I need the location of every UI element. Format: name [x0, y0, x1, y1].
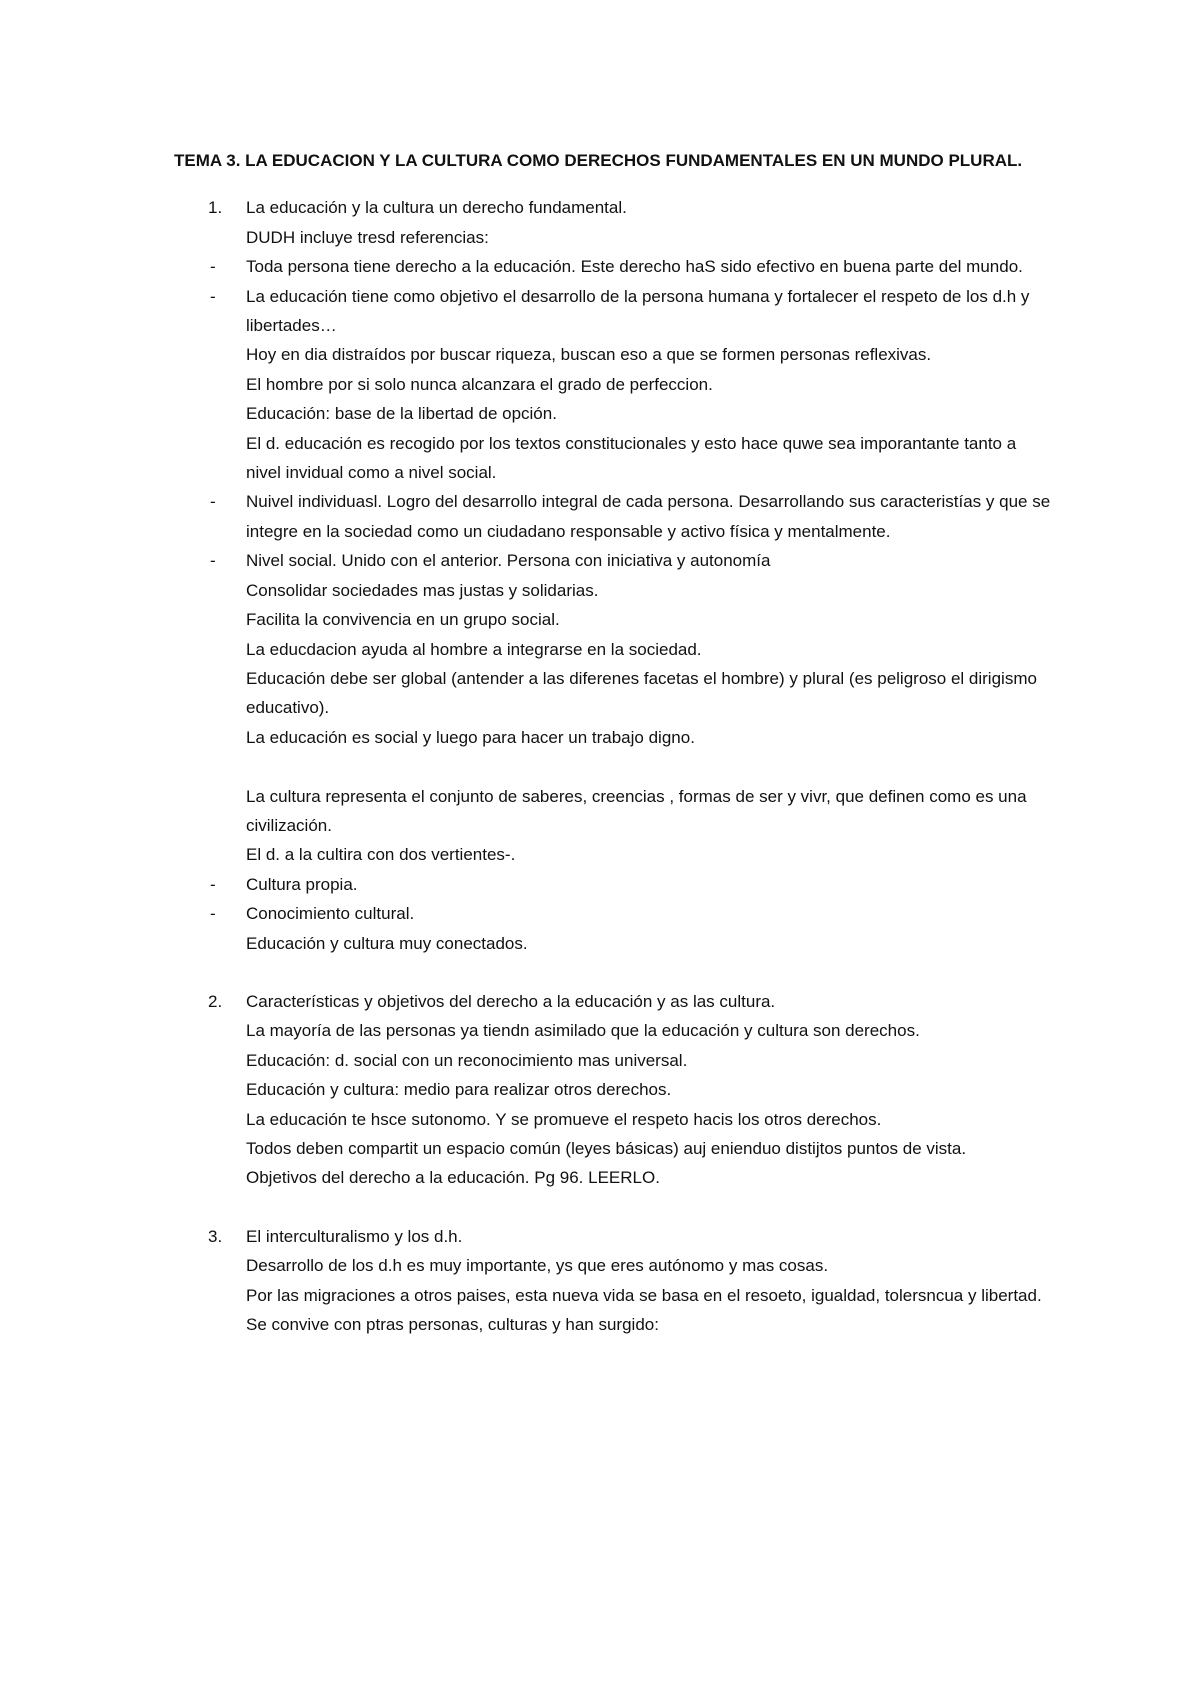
section-heading: Características y objetivos del derecho a la educación y as las cultura. — [246, 991, 776, 1011]
section-number: 2. — [208, 991, 223, 1011]
bullet-continuation: Facilita la convivencia en un grupo social. — [246, 610, 560, 630]
paragraph: La mayoría de las personas ya tiendn asimilado que la educación y cultura son derechos. — [246, 1021, 920, 1041]
bullet-dash: - — [210, 257, 216, 277]
blank-line — [246, 752, 1054, 781]
bullet-item — [210, 899, 1054, 958]
bullet-continuation: La educdacion ayuda al hombre a integrarse en la sociedad. — [246, 639, 702, 659]
paragraph: Desarrollo de los d.h es muy importante, ys que eres autónomo y mas cosas. — [246, 1256, 829, 1276]
bullet-text: Conocimiento cultural. — [246, 904, 415, 924]
bullet-item — [210, 870, 1054, 899]
bullet-continuation: El d. educación es recogido por los textos constitucionales y esto hace quwe sea imporantante tanto a nivel invidual como a nivel social. — [246, 433, 1017, 483]
bullet-dash: - — [210, 551, 216, 571]
section-number: 3. — [208, 1226, 223, 1246]
bullet-text: Cultura propia. — [246, 874, 358, 894]
paragraph: Por las migraciones a otros paises, esta nueva vida se basa en el resoeto, igualdad, tolersncua y libertad. Se convive con ptras personas, culturas y han surgido: — [246, 1285, 1042, 1335]
bullet-text: La educación tiene como objetivo el desarrollo de la persona humana y fortalecer el respeto de los d.h y libertades… — [246, 286, 1030, 336]
bullet-text: Nuivel individuasl. Logro del desarrollo integral de cada persona. Desarrollando sus caracteristías y que se integre en la sociedad como un ciudadano responsable y activo física y mentalmente. — [246, 492, 1051, 541]
paragraph: La cultura representa el conjunto de saberes, creencias , formas de ser y vivr, que definen como es una civilización. — [246, 786, 1027, 835]
paragraph: La educación te hsce sutonomo. Y se promueve el respeto hacis los otros derechos. — [246, 1109, 882, 1129]
bullet-continuation: Educación debe ser global (antender a las diferenes facetas el hombre) y plural (es peligroso el dirigismo educativo). — [246, 668, 1037, 718]
bullet-continuation: Educación: base de la libertad de opción. — [246, 404, 557, 424]
bullet-continuation: Educación y cultura muy conectados. — [246, 933, 528, 953]
paragraph: Educación y cultura: medio para realizar otros derechos. — [246, 1080, 672, 1100]
paragraph: DUDH incluye tresd referencias: — [246, 227, 489, 247]
section-3 — [174, 1222, 1054, 1340]
bullet-item — [210, 487, 1054, 546]
bullet-dash: - — [210, 492, 216, 512]
document-body — [174, 146, 1054, 1339]
bullet-continuation: La educación es social y luego para hacer un trabajo digno. — [246, 727, 695, 747]
bullet-continuation: Hoy en dia distraídos por buscar riqueza, buscan eso a que se formen personas reflexivas. — [246, 345, 932, 365]
bullet-text: Toda persona tiene derecho a la educación. Este derecho haS sido efectivo en buena parte del mundo. — [246, 257, 1023, 277]
bullet-continuation: Consolidar sociedades mas justas y solidarias. — [246, 580, 599, 600]
section-2 — [174, 987, 1054, 1193]
bullet-continuation: El hombre por si solo nunca alcanzara el grado de perfeccion. — [246, 374, 713, 394]
bullet-dash: - — [210, 904, 216, 924]
bullet-item — [210, 252, 1054, 281]
bullet-dash: - — [210, 874, 216, 894]
section-heading: La educación y la cultura un derecho fundamental. — [246, 198, 627, 218]
paragraph: Todos deben compartit un espacio común (leyes básicas) auj enienduo distijtos puntos de vista. — [246, 1138, 967, 1158]
paragraph: Objetivos del derecho a la educación. Pg 96. LEERLO. — [246, 1168, 660, 1188]
bullet-text: Nivel social. Unido con el anterior. Persona con iniciativa y autonomía — [246, 551, 771, 571]
section-number: 1. — [208, 198, 223, 218]
paragraph: Educación: d. social con un reconocimiento mas universal. — [246, 1050, 688, 1070]
paragraph: El d. a la cultira con dos vertientes-. — [246, 845, 516, 865]
document-title: TEMA 3. LA EDUCACION Y LA CULTURA COMO DERECHOS FUNDAMENTALES EN UN MUNDO PLURAL. — [174, 151, 1023, 170]
section-1 — [174, 193, 1054, 958]
bullet-dash: - — [210, 286, 216, 306]
bullet-item — [210, 282, 1054, 488]
section-heading: El interculturalismo y los d.h. — [246, 1226, 463, 1246]
bullet-item — [210, 546, 1054, 752]
